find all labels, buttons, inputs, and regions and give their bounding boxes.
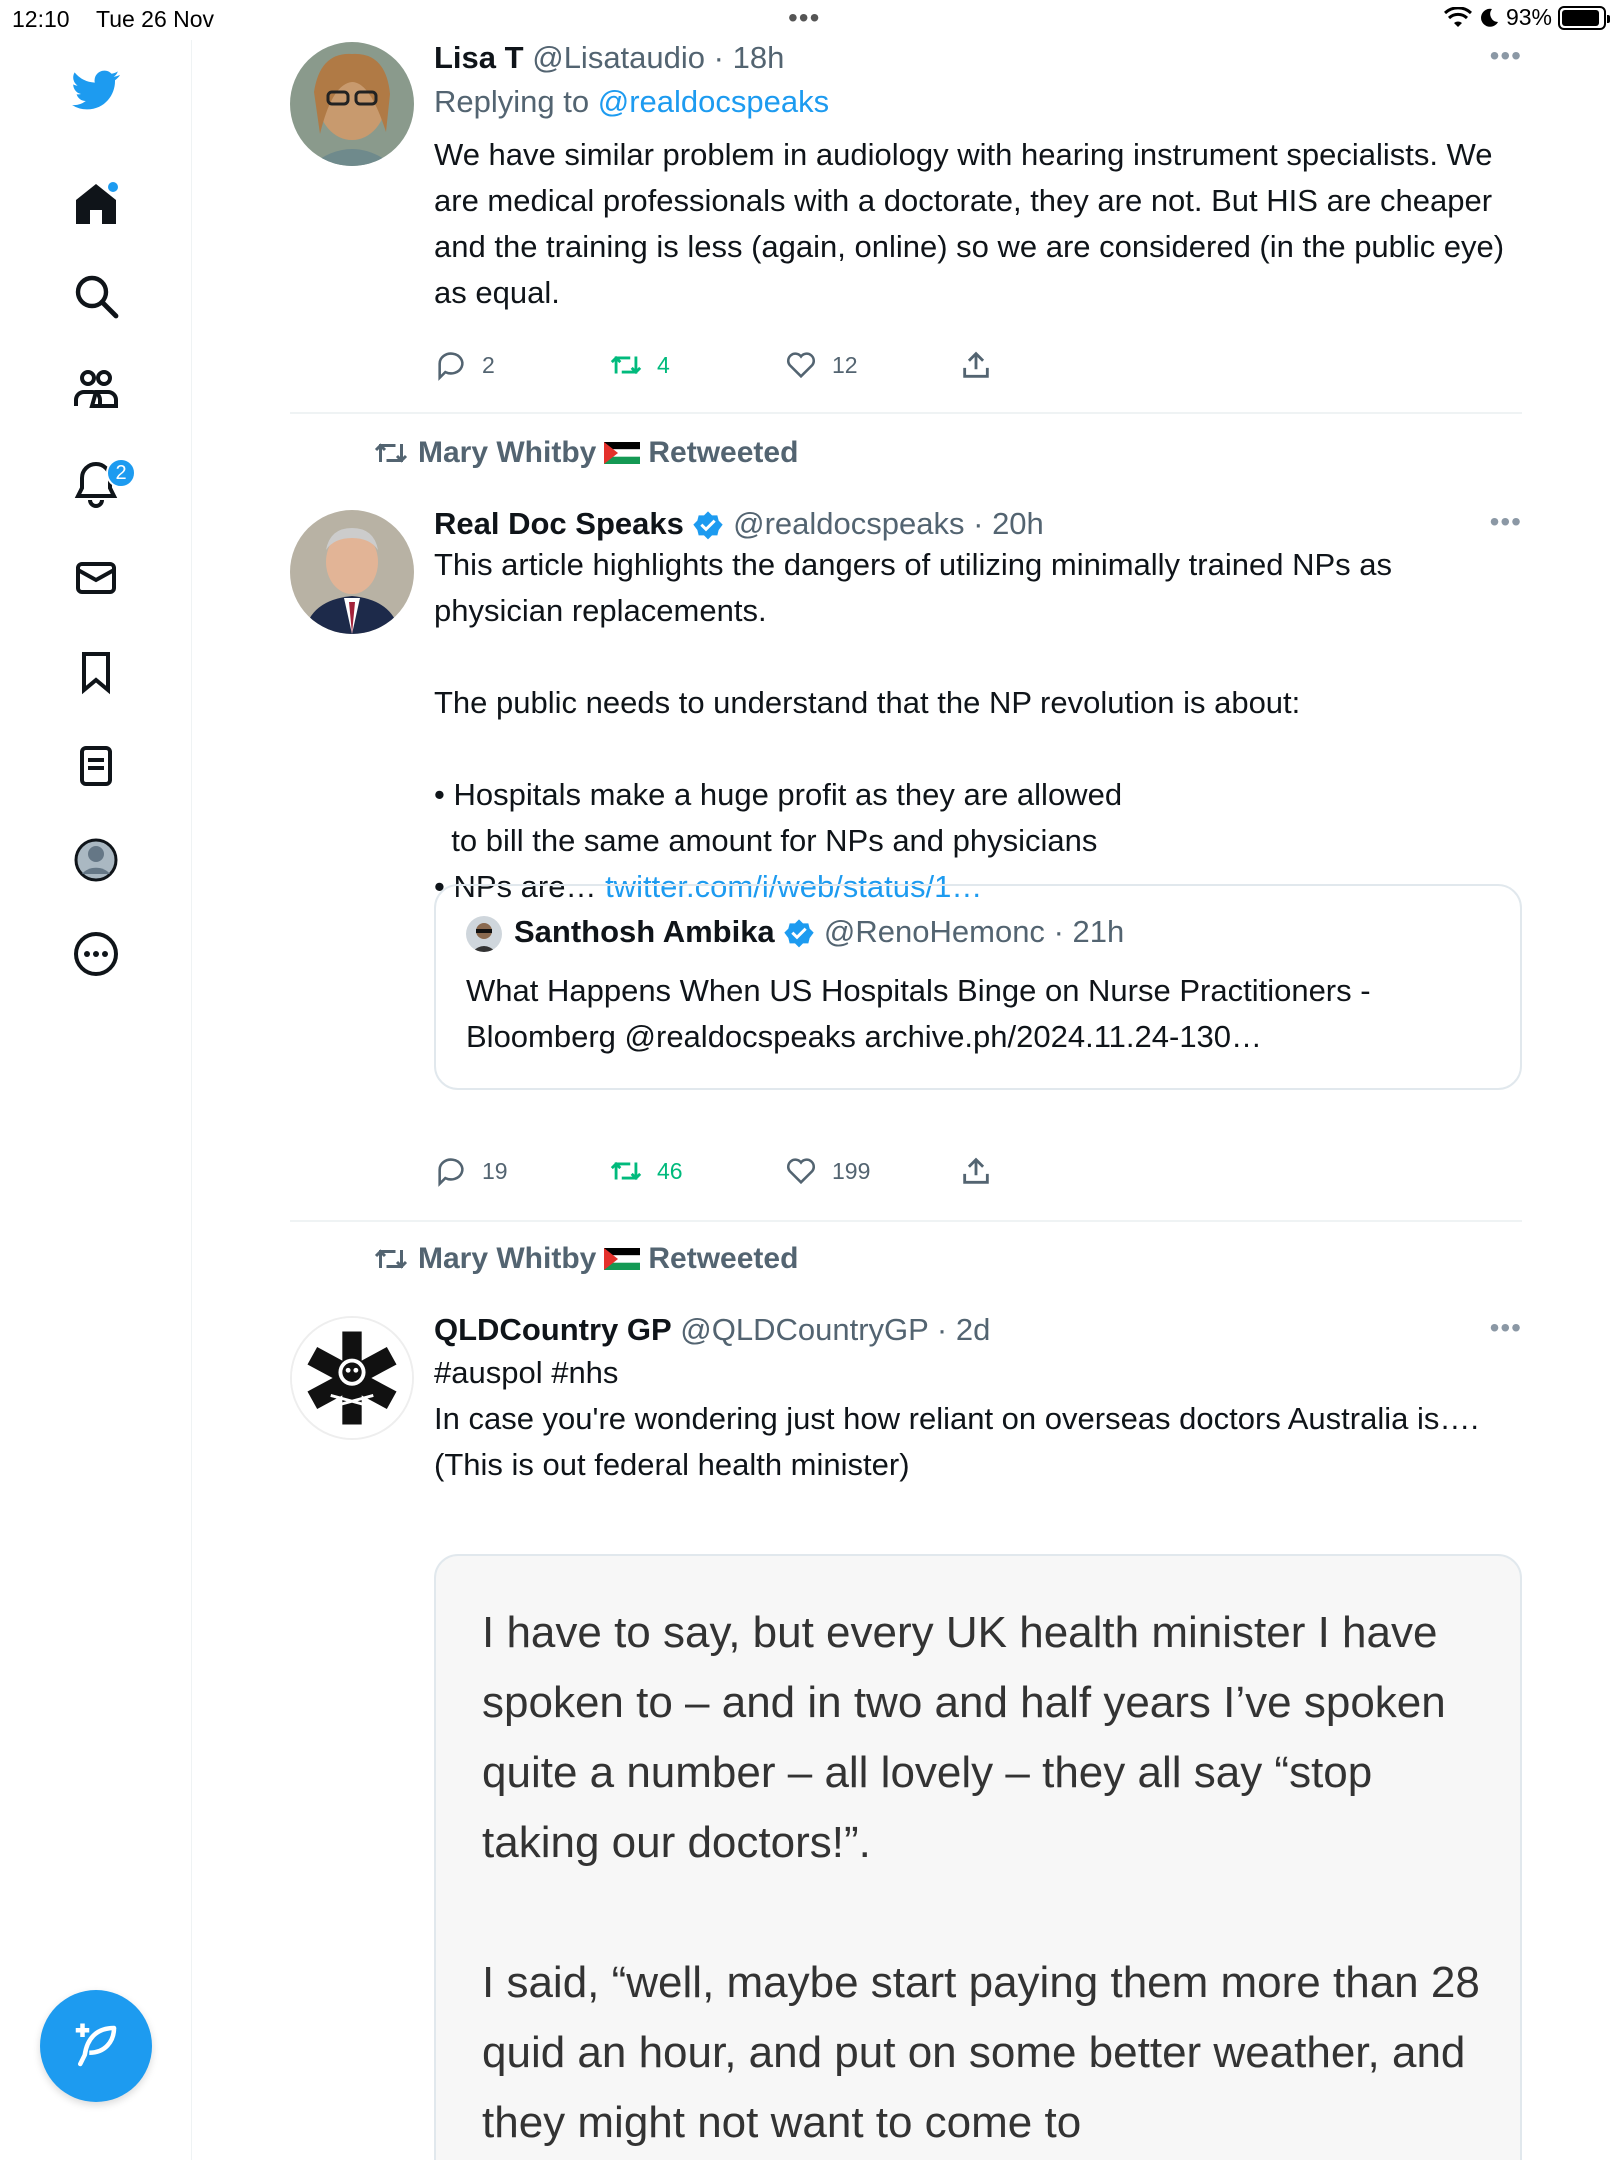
quoted-tweet[interactable] (434, 884, 1522, 1090)
sidebar-item-notifications[interactable] (56, 444, 136, 524)
like-button[interactable] (784, 1154, 959, 1188)
author-name[interactable]: QLDCountry GP (434, 1312, 672, 1347)
tweet-age[interactable]: 2d (955, 1312, 991, 1347)
notifications-badge: 2 (106, 458, 136, 488)
retweeted-by[interactable] (372, 436, 798, 470)
sidebar (0, 40, 192, 2160)
author-name[interactable]: Lisa T (434, 40, 524, 75)
retweet-icon (609, 348, 643, 382)
status-right (1444, 4, 1606, 31)
replying-prefix: Replying to (434, 84, 598, 119)
palestine-flag-icon (604, 442, 640, 464)
tweet-text: In case you're wondering just how reliant on overseas doctors Australia is…. (This is out federal health minister) (434, 1401, 1479, 1482)
retweet-count: 46 (657, 1157, 683, 1184)
heart-icon (784, 1154, 818, 1188)
compose-feather-icon (69, 2019, 123, 2073)
twitter-logo-icon[interactable] (56, 50, 136, 130)
more-circle-icon (72, 930, 120, 978)
like-count: 12 (832, 351, 858, 378)
sidebar-item-more[interactable] (56, 914, 136, 994)
tweet[interactable] (290, 414, 1522, 1222)
tweet-body (434, 506, 1512, 910)
retweeted-label: Retweeted (648, 436, 799, 469)
mail-icon (72, 554, 120, 602)
sidebar-item-home[interactable] (56, 164, 136, 244)
profile-avatar-icon (72, 836, 120, 884)
home-unread-dot (108, 182, 118, 192)
battery-icon (1558, 6, 1606, 30)
verified-badge-icon (692, 510, 724, 542)
tweet-body (434, 1312, 1512, 1488)
status-date: Tue 26 Nov (96, 6, 215, 32)
tweet-media-image[interactable] (434, 1554, 1522, 2160)
tweet-text-link[interactable]: twitter.com/i/web/status/1… (605, 869, 983, 904)
sidebar-item-search[interactable] (56, 256, 136, 336)
media-image-text: I have to say, but every UK health minister I have spoken to – and in two and half years I’ve spoken quite a number – all lovely – they all say “stop taking our doctors!”. I said, “well, maybe start paying them more than 28 quid an hour, and put on some better weather, and they might not want to come to (482, 1608, 1480, 2147)
tweet-actions (434, 348, 1134, 382)
share-button[interactable] (959, 1154, 1134, 1188)
more-options-icon[interactable]: ••• (1489, 506, 1522, 537)
retweet-small-icon (372, 1244, 410, 1274)
verified-badge-icon (783, 918, 815, 950)
reply-icon (434, 348, 468, 382)
quote-author-name[interactable]: Santhosh Ambika (514, 914, 775, 949)
battery-percent: 93% (1505, 4, 1552, 30)
lists-icon (72, 742, 120, 790)
tweet-age[interactable]: 18h (732, 40, 785, 75)
status-bar (0, 0, 1620, 40)
reply-button[interactable] (434, 1154, 609, 1188)
retweet-button[interactable] (609, 348, 784, 382)
reply-icon (434, 1154, 468, 1188)
quote-text: What Happens When US Hospitals Binge on Nurse Practitioners - Bloomberg @realdocspeaks archive.ph/2024.11.24-130… (466, 973, 1371, 1054)
tweet-age[interactable]: 20h (992, 506, 1044, 541)
tweet-text: We have similar problem in audiology with hearing instrument specialists. We are medical professionals with a doctorate, they are not. But HIS are cheaper and the training is less (again, online) so we are considered (in the public eye) as equal. (434, 137, 1513, 310)
bookmark-icon (72, 648, 120, 696)
like-button[interactable] (784, 348, 959, 382)
sidebar-item-lists[interactable] (56, 726, 136, 806)
quote-header (514, 914, 1124, 950)
more-options-icon[interactable]: ••• (1489, 1312, 1522, 1343)
retweet-small-icon (372, 438, 410, 468)
share-icon (959, 1154, 993, 1188)
tweet-text (434, 542, 1512, 910)
author-name[interactable]: Real Doc Speaks (434, 506, 684, 541)
replying-to-handle[interactable]: @realdocspeaks (597, 84, 830, 119)
share-button[interactable] (959, 348, 1134, 382)
like-count: 199 (832, 1157, 871, 1184)
sidebar-item-profile[interactable] (56, 820, 136, 900)
avatar[interactable] (290, 42, 414, 166)
separator-dot: · (713, 40, 724, 75)
communities-icon (72, 366, 120, 414)
separator-dot: · (973, 506, 984, 541)
retweet-button[interactable] (609, 1154, 784, 1188)
tweet[interactable] (290, 40, 1522, 414)
avatar[interactable] (290, 1316, 414, 1440)
compose-tweet-button[interactable] (40, 1990, 152, 2102)
quote-author-handle[interactable]: @RenoHemonc (823, 914, 1045, 949)
retweet-count: 4 (657, 351, 670, 378)
author-handle[interactable]: @QLDCountryGP (680, 1312, 929, 1347)
more-options-icon[interactable]: ••• (1489, 40, 1522, 71)
battery-fill (1562, 10, 1599, 26)
author-handle[interactable]: @realdocspeaks (733, 506, 965, 541)
reply-count: 2 (482, 351, 495, 378)
sidebar-item-communities[interactable] (56, 350, 136, 430)
retweeter-name[interactable]: Mary Whitby (418, 436, 597, 469)
reply-count: 19 (482, 1157, 508, 1184)
avatar[interactable] (290, 510, 414, 634)
separator-dot: · (936, 1312, 948, 1347)
tweet-actions (434, 1154, 1134, 1188)
wifi-icon (1444, 7, 1472, 29)
tweet[interactable] (290, 1222, 1522, 2160)
tweet-header (434, 1312, 1512, 1348)
quote-avatar[interactable] (466, 916, 502, 952)
author-handle[interactable]: @Lisataudio (532, 40, 706, 75)
separator-dot: · (1053, 914, 1064, 949)
search-icon (72, 272, 120, 320)
share-icon (959, 348, 993, 382)
status-time: 12:10 (12, 6, 70, 32)
timeline (290, 40, 1522, 2160)
quote-age: 21h (1072, 914, 1125, 949)
heart-icon (784, 348, 818, 382)
palestine-flag-icon (604, 1248, 640, 1270)
reply-button[interactable] (434, 348, 609, 382)
retweeted-label: Retweeted (648, 1242, 799, 1275)
tweet-text-body: This article highlights the dangers of utilizing minimally trained NPs as physician replacements. The public needs to understand that the NP revolution is about: • Hospitals make a huge profit as they are allowed to bill the same amount for NPs and physicians • NPs are… (434, 547, 1392, 904)
tweet-hashtags[interactable]: #auspol #nhs (434, 1355, 619, 1390)
tweet-header (434, 40, 1512, 76)
moon-icon (1478, 7, 1500, 29)
retweeted-by[interactable] (372, 1242, 798, 1276)
sidebar-item-bookmarks[interactable] (56, 632, 136, 712)
replying-to (434, 84, 1512, 120)
tweet-body (434, 40, 1512, 316)
multitasking-dots-icon[interactable]: ••• (788, 2, 821, 33)
retweet-icon (609, 1154, 643, 1188)
retweeter-name[interactable]: Mary Whitby (418, 1242, 597, 1275)
tweet-header (434, 506, 1512, 542)
sidebar-item-messages[interactable] (56, 538, 136, 618)
